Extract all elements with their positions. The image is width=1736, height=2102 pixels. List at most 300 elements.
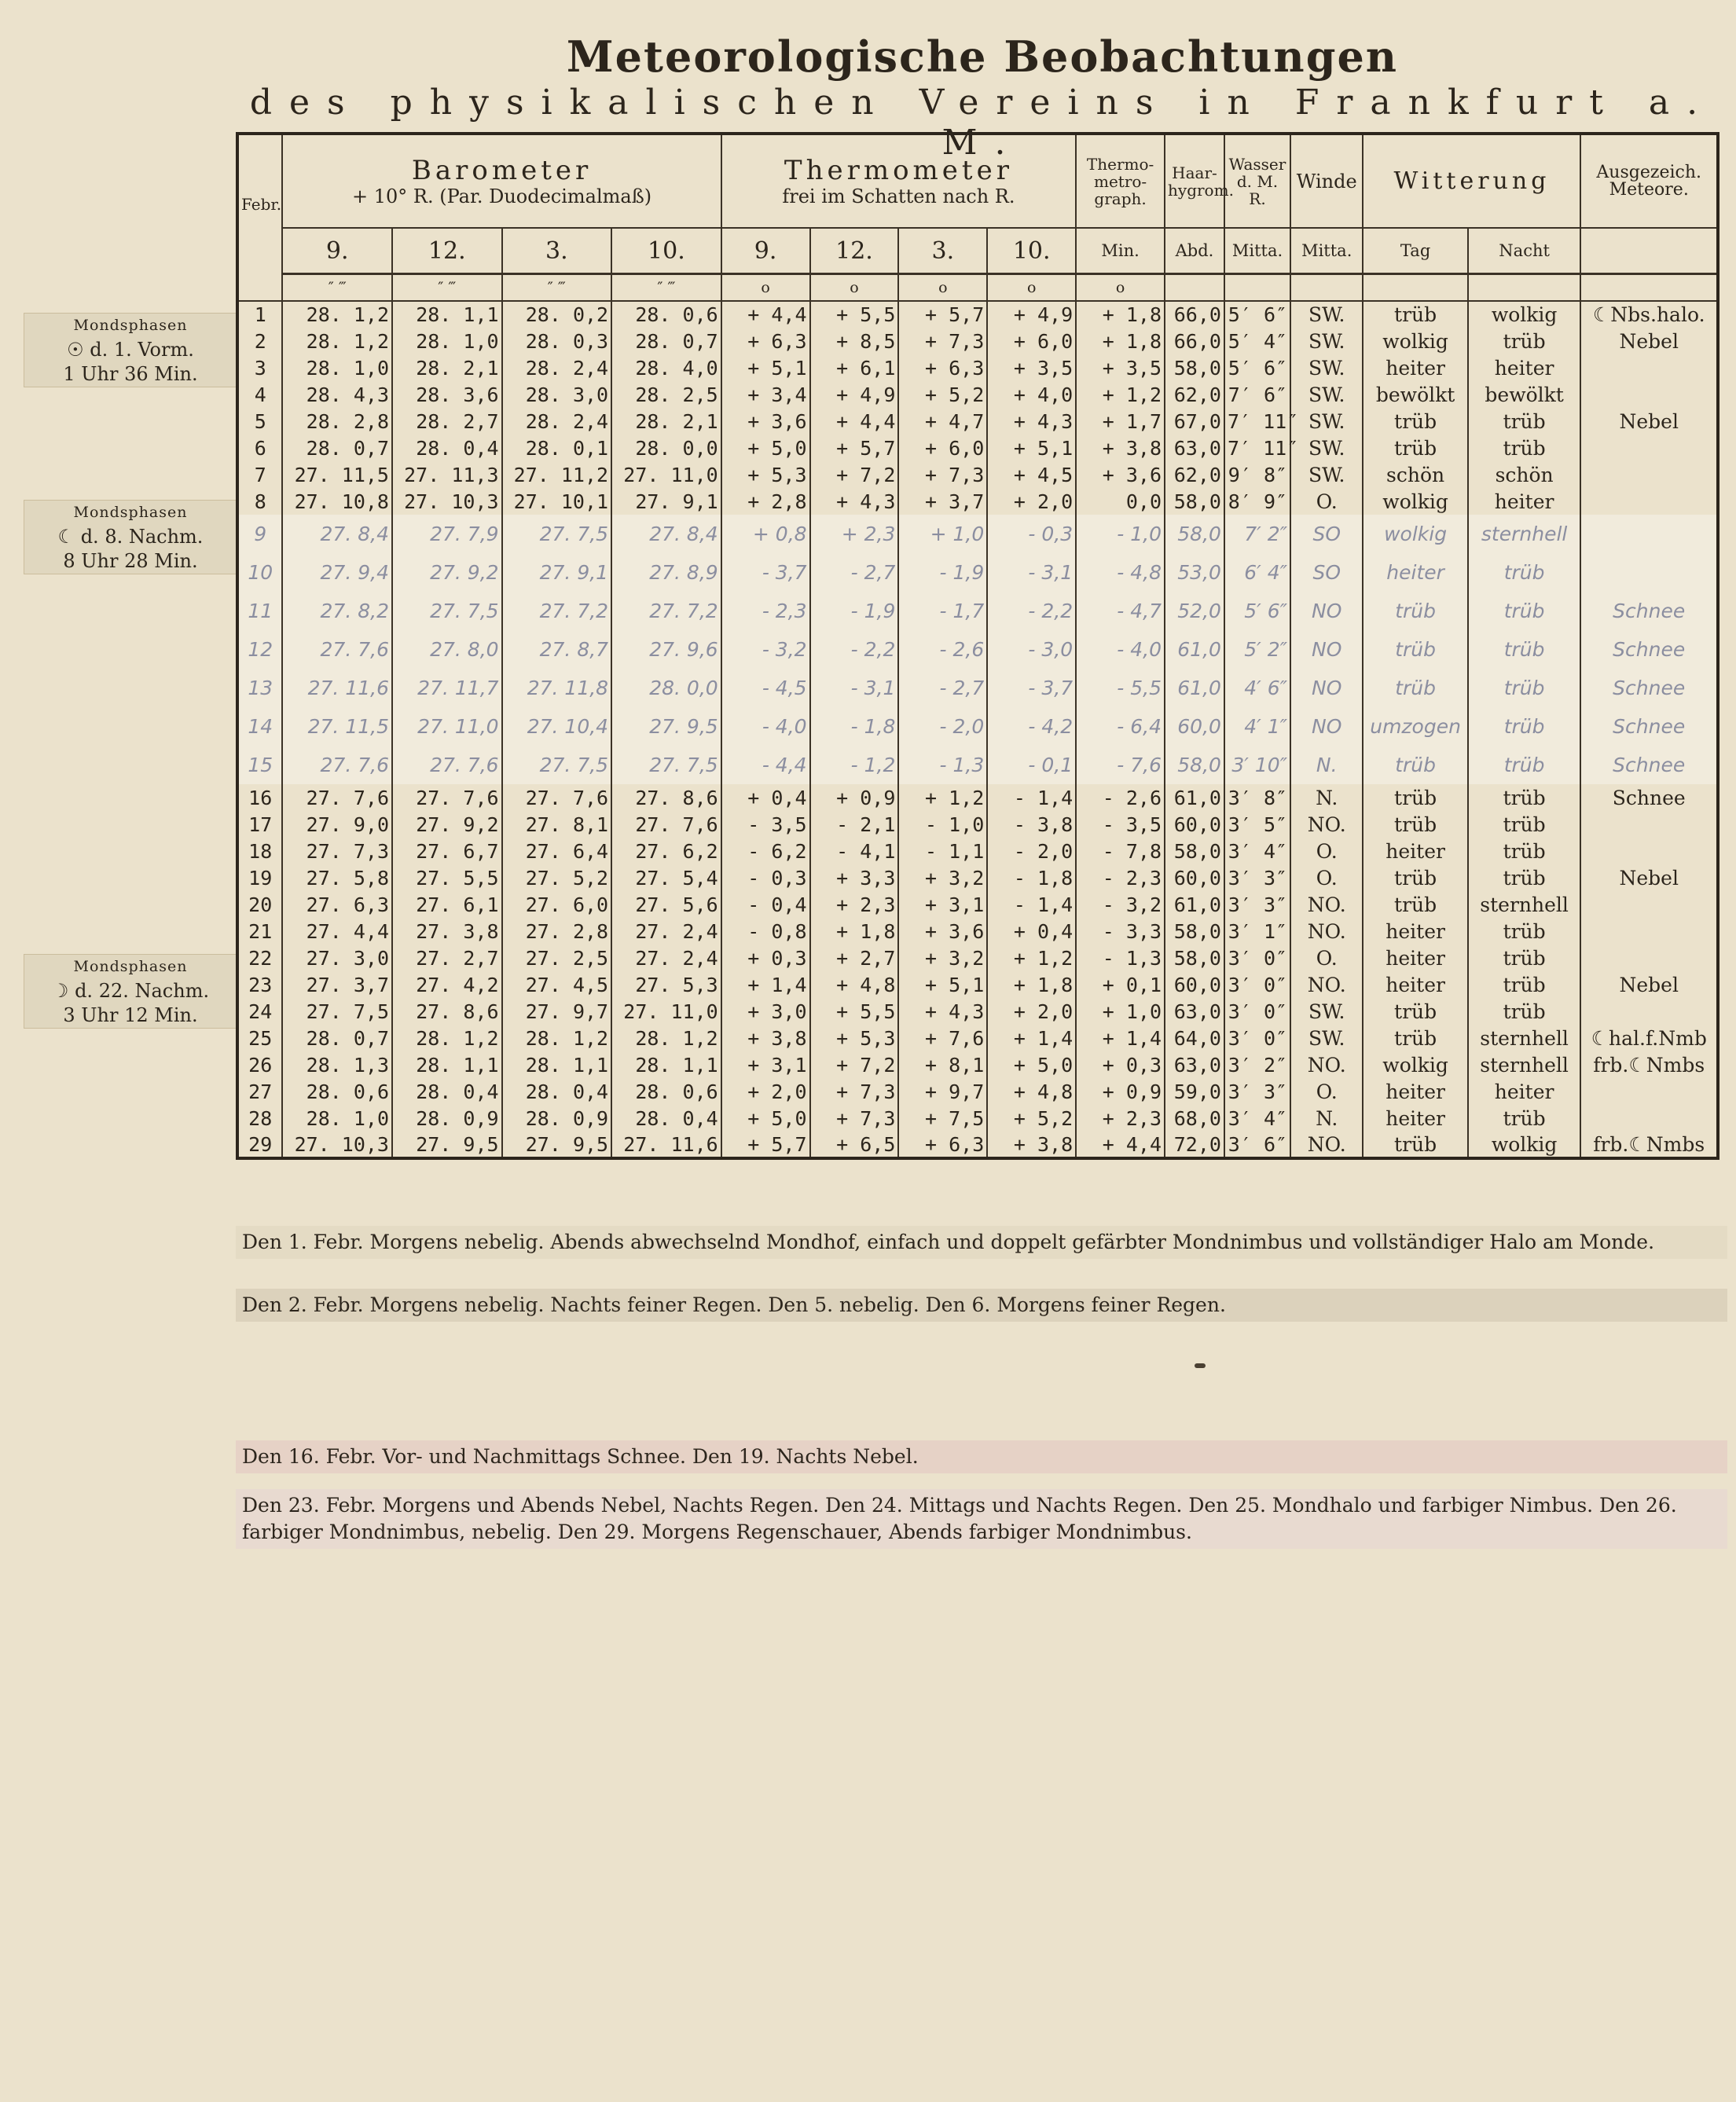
day-cell: 22 bbox=[237, 945, 282, 971]
therm-3-cell: - 2,7 bbox=[898, 669, 987, 707]
wind-cell: SW. bbox=[1290, 461, 1363, 488]
hygrometer-cell: 60,0 bbox=[1165, 707, 1224, 746]
bar-3-cell: 27. 8,1 bbox=[502, 811, 612, 838]
therm-9-cell: + 5,3 bbox=[721, 461, 810, 488]
table-row bbox=[237, 488, 1718, 515]
day-cell: 12 bbox=[237, 630, 282, 669]
therm-3-cell: + 6,3 bbox=[898, 1132, 987, 1158]
bar-9-cell: 27. 7,6 bbox=[282, 784, 392, 811]
weather-night-cell: trüb bbox=[1468, 408, 1581, 435]
tag-header: Tag bbox=[1363, 228, 1467, 274]
therm-3-cell: + 3,1 bbox=[898, 891, 987, 918]
therm-9-cell: + 5,1 bbox=[721, 354, 810, 381]
hygrometer-cell: 61,0 bbox=[1165, 891, 1224, 918]
bar-10-cell: 27. 6,2 bbox=[611, 838, 721, 864]
wind-cell: N. bbox=[1290, 1105, 1363, 1132]
therm-12-cell: + 7,2 bbox=[810, 461, 899, 488]
thermograph-min-cell: + 4,4 bbox=[1076, 1132, 1165, 1158]
thermograph-min-cell: + 0,9 bbox=[1076, 1078, 1165, 1105]
meteor-cell: Schnee bbox=[1580, 746, 1718, 784]
bar-3-cell: 28. 0,4 bbox=[502, 1078, 612, 1105]
day-cell: 9 bbox=[237, 515, 282, 553]
abd-header: Abd. bbox=[1165, 228, 1224, 274]
meteore-sub-header bbox=[1580, 228, 1718, 274]
meteor-cell bbox=[1580, 381, 1718, 408]
moon-phase-date: ☉ d. 1. Vorm. bbox=[67, 339, 194, 361]
therm-10-cell: - 2,2 bbox=[987, 592, 1076, 630]
table-row bbox=[237, 918, 1718, 945]
wind-cell: NO. bbox=[1290, 918, 1363, 945]
meteor-cell bbox=[1580, 811, 1718, 838]
weather-night-cell: trüb bbox=[1468, 553, 1581, 592]
bar-9-cell: 27. 7,3 bbox=[282, 838, 392, 864]
day-cell: 25 bbox=[237, 1025, 282, 1051]
thermograph-min-cell: + 0,1 bbox=[1076, 971, 1165, 998]
meteor-cell: ☾hal.f.Nmb bbox=[1580, 1025, 1718, 1051]
water-cell: 4′ 1″ bbox=[1224, 707, 1290, 746]
therm-10-cell: - 0,1 bbox=[987, 746, 1076, 784]
weather-day-cell: wolkig bbox=[1363, 515, 1467, 553]
thermograph-min-cell: - 4,8 bbox=[1076, 553, 1165, 592]
moon-phase-date: ☽ d. 22. Nachm. bbox=[51, 980, 210, 1002]
therm-9-cell: + 5,0 bbox=[721, 435, 810, 461]
hygrometer-cell: 58,0 bbox=[1165, 746, 1224, 784]
weather-night-cell: trüb bbox=[1468, 669, 1581, 707]
therm-3-cell: - 2,6 bbox=[898, 630, 987, 669]
therm-12-cell: + 7,3 bbox=[810, 1078, 899, 1105]
weather-day-cell: wolkig bbox=[1363, 328, 1467, 354]
hygrometer-cell: 62,0 bbox=[1165, 381, 1224, 408]
therm-3-cell: + 5,2 bbox=[898, 381, 987, 408]
day-cell: 24 bbox=[237, 998, 282, 1025]
bar-3-cell: 28. 1,2 bbox=[502, 1025, 612, 1051]
barometer-subtitle: + 10° R. (Par. Duodecimalmaß) bbox=[352, 185, 652, 207]
therm-3-cell: + 5,1 bbox=[898, 971, 987, 998]
therm-12-cell: + 4,4 bbox=[810, 408, 899, 435]
meteor-cell bbox=[1580, 1078, 1718, 1105]
bar-3-cell: 27. 7,2 bbox=[502, 592, 612, 630]
water-cell: 5′ 2″ bbox=[1224, 630, 1290, 669]
bar-10-cell: 27. 11,0 bbox=[611, 461, 721, 488]
bar-10-cell: 27. 2,4 bbox=[611, 945, 721, 971]
day-cell: 13 bbox=[237, 669, 282, 707]
meteor-cell: Nebel bbox=[1580, 971, 1718, 998]
bar-10-cell: 27. 7,2 bbox=[611, 592, 721, 630]
moon-phase-time: 1 Uhr 36 Min. bbox=[63, 363, 198, 385]
hygrometer-cell: 68,0 bbox=[1165, 1105, 1224, 1132]
weather-day-cell: trüb bbox=[1363, 784, 1467, 811]
hygrometer-cell: 58,0 bbox=[1165, 354, 1224, 381]
day-cell: 26 bbox=[237, 1051, 282, 1078]
unit-cell bbox=[237, 274, 282, 302]
bar-10-cell: 28. 2,5 bbox=[611, 381, 721, 408]
bar-3-cell: 27. 10,4 bbox=[502, 707, 612, 746]
bar-9-cell: 27. 9,4 bbox=[282, 553, 392, 592]
meteor-cell bbox=[1580, 945, 1718, 971]
water-cell: 4′ 6″ bbox=[1224, 669, 1290, 707]
water-cell: 5′ 4″ bbox=[1224, 328, 1290, 354]
hygrometer-cell: 58,0 bbox=[1165, 488, 1224, 515]
day-cell: 4 bbox=[237, 381, 282, 408]
therm-12-cell: + 4,3 bbox=[810, 488, 899, 515]
thermograph-min-cell: - 4,7 bbox=[1076, 592, 1165, 630]
weather-day-cell: trüb bbox=[1363, 998, 1467, 1025]
month-header: Febr. bbox=[237, 134, 282, 274]
thermograph-min-cell: - 6,4 bbox=[1076, 707, 1165, 746]
table-row bbox=[237, 945, 1718, 971]
bar-9-cell: 27. 11,5 bbox=[282, 461, 392, 488]
bar-12-cell: 27. 8,6 bbox=[392, 998, 502, 1025]
moon-phase-note bbox=[24, 954, 237, 1029]
table-row bbox=[237, 811, 1718, 838]
bar-10-cell: 27. 8,9 bbox=[611, 553, 721, 592]
weather-day-cell: heiter bbox=[1363, 1105, 1467, 1132]
weather-night-cell: trüb bbox=[1468, 784, 1581, 811]
water-cell: 3′ 0″ bbox=[1224, 1025, 1290, 1051]
therm-10-cell: + 2,0 bbox=[987, 488, 1076, 515]
day-cell: 2 bbox=[237, 328, 282, 354]
hygrometer-cell: 63,0 bbox=[1165, 1051, 1224, 1078]
thermometer-header bbox=[721, 134, 1076, 228]
wind-cell: SW. bbox=[1290, 1025, 1363, 1051]
thermograph-min-cell: - 3,3 bbox=[1076, 918, 1165, 945]
water-cell: 3′ 10″ bbox=[1224, 746, 1290, 784]
note-feb-1: Den 1. Febr. Morgens nebelig. Abends abwechselnd Mondhof, einfach und doppelt gefärbter Mondnimbus und vollständiger Halo am Monde. bbox=[236, 1226, 1727, 1259]
therm-3-cell: + 3,2 bbox=[898, 864, 987, 891]
bar-12-cell: 28. 1,1 bbox=[392, 301, 502, 328]
weather-day-cell: heiter bbox=[1363, 838, 1467, 864]
therm-9-cell: + 5,7 bbox=[721, 1132, 810, 1158]
therm-3-cell: + 7,3 bbox=[898, 328, 987, 354]
thermograph-min-cell: - 5,5 bbox=[1076, 669, 1165, 707]
therm-9-cell: + 3,1 bbox=[721, 1051, 810, 1078]
bar-3-cell: 27. 6,0 bbox=[502, 891, 612, 918]
bar-3-cell: 27. 2,5 bbox=[502, 945, 612, 971]
therm-12-cell: - 2,1 bbox=[810, 811, 899, 838]
bar-9-cell: 28. 1,2 bbox=[282, 301, 392, 328]
wind-cell: SO bbox=[1290, 553, 1363, 592]
bar-10-cell: 27. 9,6 bbox=[611, 630, 721, 669]
weather-day-cell: schön bbox=[1363, 461, 1467, 488]
weather-night-cell: trüb bbox=[1468, 328, 1581, 354]
therm-9-cell: - 4,4 bbox=[721, 746, 810, 784]
unit-cell bbox=[1165, 274, 1224, 302]
bar-9-cell: 28. 2,8 bbox=[282, 408, 392, 435]
therm-9-cell: + 4,4 bbox=[721, 301, 810, 328]
weather-night-cell: schön bbox=[1468, 461, 1581, 488]
bar-12-cell: 27. 11,7 bbox=[392, 669, 502, 707]
day-cell: 27 bbox=[237, 1078, 282, 1105]
hour-3-therm: 3. bbox=[898, 228, 987, 274]
weather-night-cell: trüb bbox=[1468, 945, 1581, 971]
water-cell: 3′ 8″ bbox=[1224, 784, 1290, 811]
therm-10-cell: - 3,7 bbox=[987, 669, 1076, 707]
therm-3-cell: + 7,3 bbox=[898, 461, 987, 488]
thermograph-min-cell: + 3,6 bbox=[1076, 461, 1165, 488]
meteor-cell bbox=[1580, 354, 1718, 381]
bar-3-cell: 27. 7,5 bbox=[502, 515, 612, 553]
hygrometer-cell: 60,0 bbox=[1165, 971, 1224, 998]
therm-9-cell: - 2,3 bbox=[721, 592, 810, 630]
water-cell: 3′ 3″ bbox=[1224, 891, 1290, 918]
meteor-cell: Nebel bbox=[1580, 408, 1718, 435]
weather-night-cell: trüb bbox=[1468, 971, 1581, 998]
thermograph-min-cell: 0,0 bbox=[1076, 488, 1165, 515]
observation-table bbox=[236, 132, 1719, 1160]
water-cell: 3′ 0″ bbox=[1224, 945, 1290, 971]
table-row bbox=[237, 669, 1718, 707]
bar-9-cell: 27. 3,7 bbox=[282, 971, 392, 998]
meteor-cell bbox=[1580, 488, 1718, 515]
weather-day-cell: trüb bbox=[1363, 408, 1467, 435]
weather-day-cell: trüb bbox=[1363, 669, 1467, 707]
meteor-cell: Nebel bbox=[1580, 328, 1718, 354]
therm-9-cell: - 0,4 bbox=[721, 891, 810, 918]
bar-9-cell: 28. 1,3 bbox=[282, 1051, 392, 1078]
table-row bbox=[237, 515, 1718, 553]
unit-cell: o bbox=[987, 274, 1076, 302]
bar-3-cell: 27. 10,1 bbox=[502, 488, 612, 515]
weather-night-cell: bewölkt bbox=[1468, 381, 1581, 408]
hygrometer-cell: 58,0 bbox=[1165, 838, 1224, 864]
meteor-cell: Schnee bbox=[1580, 592, 1718, 630]
therm-9-cell: + 6,3 bbox=[721, 328, 810, 354]
weather-night-cell: wolkig bbox=[1468, 1132, 1581, 1158]
day-cell: 19 bbox=[237, 864, 282, 891]
unit-cell: o bbox=[1076, 274, 1165, 302]
water-cell: 3′ 1″ bbox=[1224, 918, 1290, 945]
water-cell: 3′ 0″ bbox=[1224, 998, 1290, 1025]
therm-9-cell: - 0,3 bbox=[721, 864, 810, 891]
wind-cell: NO. bbox=[1290, 811, 1363, 838]
bar-10-cell: 27. 11,0 bbox=[611, 998, 721, 1025]
wind-cell: SO bbox=[1290, 515, 1363, 553]
thermograph-min-cell: + 3,5 bbox=[1076, 354, 1165, 381]
therm-12-cell: - 1,2 bbox=[810, 746, 899, 784]
bar-3-cell: 27. 7,6 bbox=[502, 784, 612, 811]
therm-10-cell: - 1,4 bbox=[987, 784, 1076, 811]
wind-cell: SW. bbox=[1290, 435, 1363, 461]
moon-phase-note bbox=[24, 313, 237, 387]
bar-12-cell: 28. 1,1 bbox=[392, 1051, 502, 1078]
bar-12-cell: 27. 7,6 bbox=[392, 784, 502, 811]
therm-3-cell: + 4,7 bbox=[898, 408, 987, 435]
hygrometer-cell: 58,0 bbox=[1165, 918, 1224, 945]
unit-cell: o bbox=[898, 274, 987, 302]
note-feb-2: Den 2. Febr. Morgens nebelig. Nachts feiner Regen. Den 5. nebelig. Den 6. Morgens feiner Regen. bbox=[236, 1289, 1727, 1322]
water-cell: 6′ 4″ bbox=[1224, 553, 1290, 592]
weather-night-cell: heiter bbox=[1468, 1078, 1581, 1105]
bar-12-cell: 28. 2,7 bbox=[392, 408, 502, 435]
weather-day-cell: heiter bbox=[1363, 1078, 1467, 1105]
water-cell: 5′ 6″ bbox=[1224, 301, 1290, 328]
thermograph-min-cell: + 1,2 bbox=[1076, 381, 1165, 408]
therm-9-cell: + 3,6 bbox=[721, 408, 810, 435]
weather-night-cell: trüb bbox=[1468, 630, 1581, 669]
water-cell: 3′ 5″ bbox=[1224, 811, 1290, 838]
day-cell: 11 bbox=[237, 592, 282, 630]
meteor-cell bbox=[1580, 998, 1718, 1025]
unit-cell bbox=[1580, 274, 1718, 302]
wind-cell: NO. bbox=[1290, 891, 1363, 918]
bar-9-cell: 28. 1,0 bbox=[282, 1105, 392, 1132]
ink-mark bbox=[1195, 1363, 1206, 1368]
bar-10-cell: 27. 7,6 bbox=[611, 811, 721, 838]
bar-12-cell: 27. 8,0 bbox=[392, 630, 502, 669]
water-cell: 7′ 11″ bbox=[1224, 408, 1290, 435]
wind-cell: NO. bbox=[1290, 971, 1363, 998]
thermograph-min-cell: + 3,8 bbox=[1076, 435, 1165, 461]
meteor-cell: Schnee bbox=[1580, 669, 1718, 707]
witterung-header: Witterung bbox=[1363, 134, 1580, 228]
unit-cell: o bbox=[721, 274, 810, 302]
hygrometer-cell: 62,0 bbox=[1165, 461, 1224, 488]
weather-day-cell: trüb bbox=[1363, 435, 1467, 461]
bar-10-cell: 27. 8,4 bbox=[611, 515, 721, 553]
therm-10-cell: - 3,1 bbox=[987, 553, 1076, 592]
thermograph-min-cell: - 1,3 bbox=[1076, 945, 1165, 971]
therm-12-cell: + 2,3 bbox=[810, 515, 899, 553]
table-row bbox=[237, 461, 1718, 488]
unit-cell: ″ ‴ bbox=[282, 274, 392, 302]
bar-10-cell: 28. 0,0 bbox=[611, 435, 721, 461]
day-cell: 10 bbox=[237, 553, 282, 592]
note-feb-23: Den 23. Febr. Morgens und Abends Nebel, Nachts Regen. Den 24. Mittags und Nachts Regen. Den 25. Mondhalo und farbiger Nimbus. Den 26. farbiger Mondnimbus, nebelig. Den 29. Morgens Regenschauer, Abends farbiger Mondnimbus. bbox=[236, 1489, 1727, 1549]
weather-day-cell: trüb bbox=[1363, 891, 1467, 918]
therm-12-cell: + 7,3 bbox=[810, 1105, 899, 1132]
therm-3-cell: + 9,7 bbox=[898, 1078, 987, 1105]
day-cell: 21 bbox=[237, 918, 282, 945]
therm-10-cell: - 1,4 bbox=[987, 891, 1076, 918]
therm-10-cell: + 5,2 bbox=[987, 1105, 1076, 1132]
water-cell: 3′ 0″ bbox=[1224, 971, 1290, 998]
page-subtitle: des physikalischen Vereins in Frankfurt a. M. bbox=[249, 83, 1716, 163]
bar-12-cell: 27. 6,7 bbox=[392, 838, 502, 864]
day-cell: 5 bbox=[237, 408, 282, 435]
bar-3-cell: 27. 2,8 bbox=[502, 918, 612, 945]
bar-10-cell: 27. 5,6 bbox=[611, 891, 721, 918]
therm-10-cell: + 4,5 bbox=[987, 461, 1076, 488]
table-row bbox=[237, 301, 1718, 328]
bar-12-cell: 28. 2,1 bbox=[392, 354, 502, 381]
meteor-cell bbox=[1580, 891, 1718, 918]
bar-10-cell: 27. 9,1 bbox=[611, 488, 721, 515]
table-row bbox=[237, 784, 1718, 811]
moon-phase-note bbox=[24, 500, 237, 574]
moon-phase-heading: Mondsphasen bbox=[73, 504, 188, 521]
bar-3-cell: 28. 0,1 bbox=[502, 435, 612, 461]
bar-9-cell: 27. 7,5 bbox=[282, 998, 392, 1025]
therm-12-cell: - 1,9 bbox=[810, 592, 899, 630]
therm-3-cell: + 8,1 bbox=[898, 1051, 987, 1078]
meteor-cell: Schnee bbox=[1580, 630, 1718, 669]
unit-cell bbox=[1363, 274, 1467, 302]
bar-10-cell: 27. 11,6 bbox=[611, 1132, 721, 1158]
water-cell: 3′ 2″ bbox=[1224, 1051, 1290, 1078]
weather-day-cell: heiter bbox=[1363, 553, 1467, 592]
bar-3-cell: 27. 5,2 bbox=[502, 864, 612, 891]
therm-10-cell: + 0,4 bbox=[987, 918, 1076, 945]
hour-9-bar: 9. bbox=[282, 228, 392, 274]
therm-3-cell: + 4,3 bbox=[898, 998, 987, 1025]
bar-9-cell: 28. 0,7 bbox=[282, 435, 392, 461]
bar-9-cell: 28. 0,7 bbox=[282, 1025, 392, 1051]
weather-night-cell: sternhell bbox=[1468, 891, 1581, 918]
bar-3-cell: 27. 9,5 bbox=[502, 1132, 612, 1158]
bar-10-cell: 28. 0,7 bbox=[611, 328, 721, 354]
meteor-cell bbox=[1580, 435, 1718, 461]
therm-3-cell: + 7,5 bbox=[898, 1105, 987, 1132]
wind-mittag-header: Mitta. bbox=[1290, 228, 1363, 274]
therm-9-cell: + 0,8 bbox=[721, 515, 810, 553]
bar-3-cell: 27. 9,7 bbox=[502, 998, 612, 1025]
barometer-title: Barometer bbox=[411, 154, 593, 186]
moon-phase-heading: Mondsphasen bbox=[73, 958, 188, 975]
meteor-cell: Schnee bbox=[1580, 707, 1718, 746]
table-row bbox=[237, 891, 1718, 918]
thermograph-header: Thermo- metro- graph. bbox=[1076, 134, 1165, 228]
day-cell: 6 bbox=[237, 435, 282, 461]
bar-9-cell: 27. 8,4 bbox=[282, 515, 392, 553]
therm-3-cell: + 3,2 bbox=[898, 945, 987, 971]
bar-9-cell: 27. 4,4 bbox=[282, 918, 392, 945]
table-row bbox=[237, 971, 1718, 998]
weather-day-cell: wolkig bbox=[1363, 488, 1467, 515]
meteor-cell: ☾Nbs.halo. bbox=[1580, 301, 1718, 328]
weather-day-cell: trüb bbox=[1363, 746, 1467, 784]
bar-9-cell: 27. 5,8 bbox=[282, 864, 392, 891]
page-title: Meteorologische Beobachtungen bbox=[566, 31, 1399, 82]
day-cell: 20 bbox=[237, 891, 282, 918]
table-row bbox=[237, 592, 1718, 630]
bar-9-cell: 28. 1,2 bbox=[282, 328, 392, 354]
weather-night-cell: trüb bbox=[1468, 998, 1581, 1025]
bar-3-cell: 28. 2,4 bbox=[502, 408, 612, 435]
bar-12-cell: 27. 9,5 bbox=[392, 1132, 502, 1158]
bar-12-cell: 28. 0,4 bbox=[392, 435, 502, 461]
therm-9-cell: + 2,0 bbox=[721, 1078, 810, 1105]
bar-10-cell: 28. 2,1 bbox=[611, 408, 721, 435]
unit-cell bbox=[1224, 274, 1290, 302]
nacht-header: Nacht bbox=[1468, 228, 1581, 274]
wind-cell: NO. bbox=[1290, 1051, 1363, 1078]
day-cell: 14 bbox=[237, 707, 282, 746]
day-cell: 15 bbox=[237, 746, 282, 784]
thermograph-min-cell: + 2,3 bbox=[1076, 1105, 1165, 1132]
min-header: Min. bbox=[1076, 228, 1165, 274]
moon-phase-heading: Mondsphasen bbox=[73, 317, 188, 334]
unit-cell: o bbox=[810, 274, 899, 302]
thermograph-min-cell: + 1,8 bbox=[1076, 301, 1165, 328]
wind-cell: NO bbox=[1290, 707, 1363, 746]
table-row bbox=[237, 1132, 1718, 1158]
bar-3-cell: 27. 9,1 bbox=[502, 553, 612, 592]
therm-9-cell: - 4,5 bbox=[721, 669, 810, 707]
meteor-cell: frb.☾Nmbs bbox=[1580, 1051, 1718, 1078]
thermometer-title: Thermometer bbox=[784, 154, 1013, 186]
bar-3-cell: 27. 11,2 bbox=[502, 461, 612, 488]
wind-cell: O. bbox=[1290, 838, 1363, 864]
water-cell: 9′ 8″ bbox=[1224, 461, 1290, 488]
day-cell: 17 bbox=[237, 811, 282, 838]
unit-cell: ″ ‴ bbox=[392, 274, 502, 302]
table-row bbox=[237, 1051, 1718, 1078]
bar-9-cell: 28. 1,0 bbox=[282, 354, 392, 381]
bar-12-cell: 28. 0,4 bbox=[392, 1078, 502, 1105]
wind-cell: O. bbox=[1290, 864, 1363, 891]
bar-3-cell: 28. 1,1 bbox=[502, 1051, 612, 1078]
therm-12-cell: + 4,8 bbox=[810, 971, 899, 998]
